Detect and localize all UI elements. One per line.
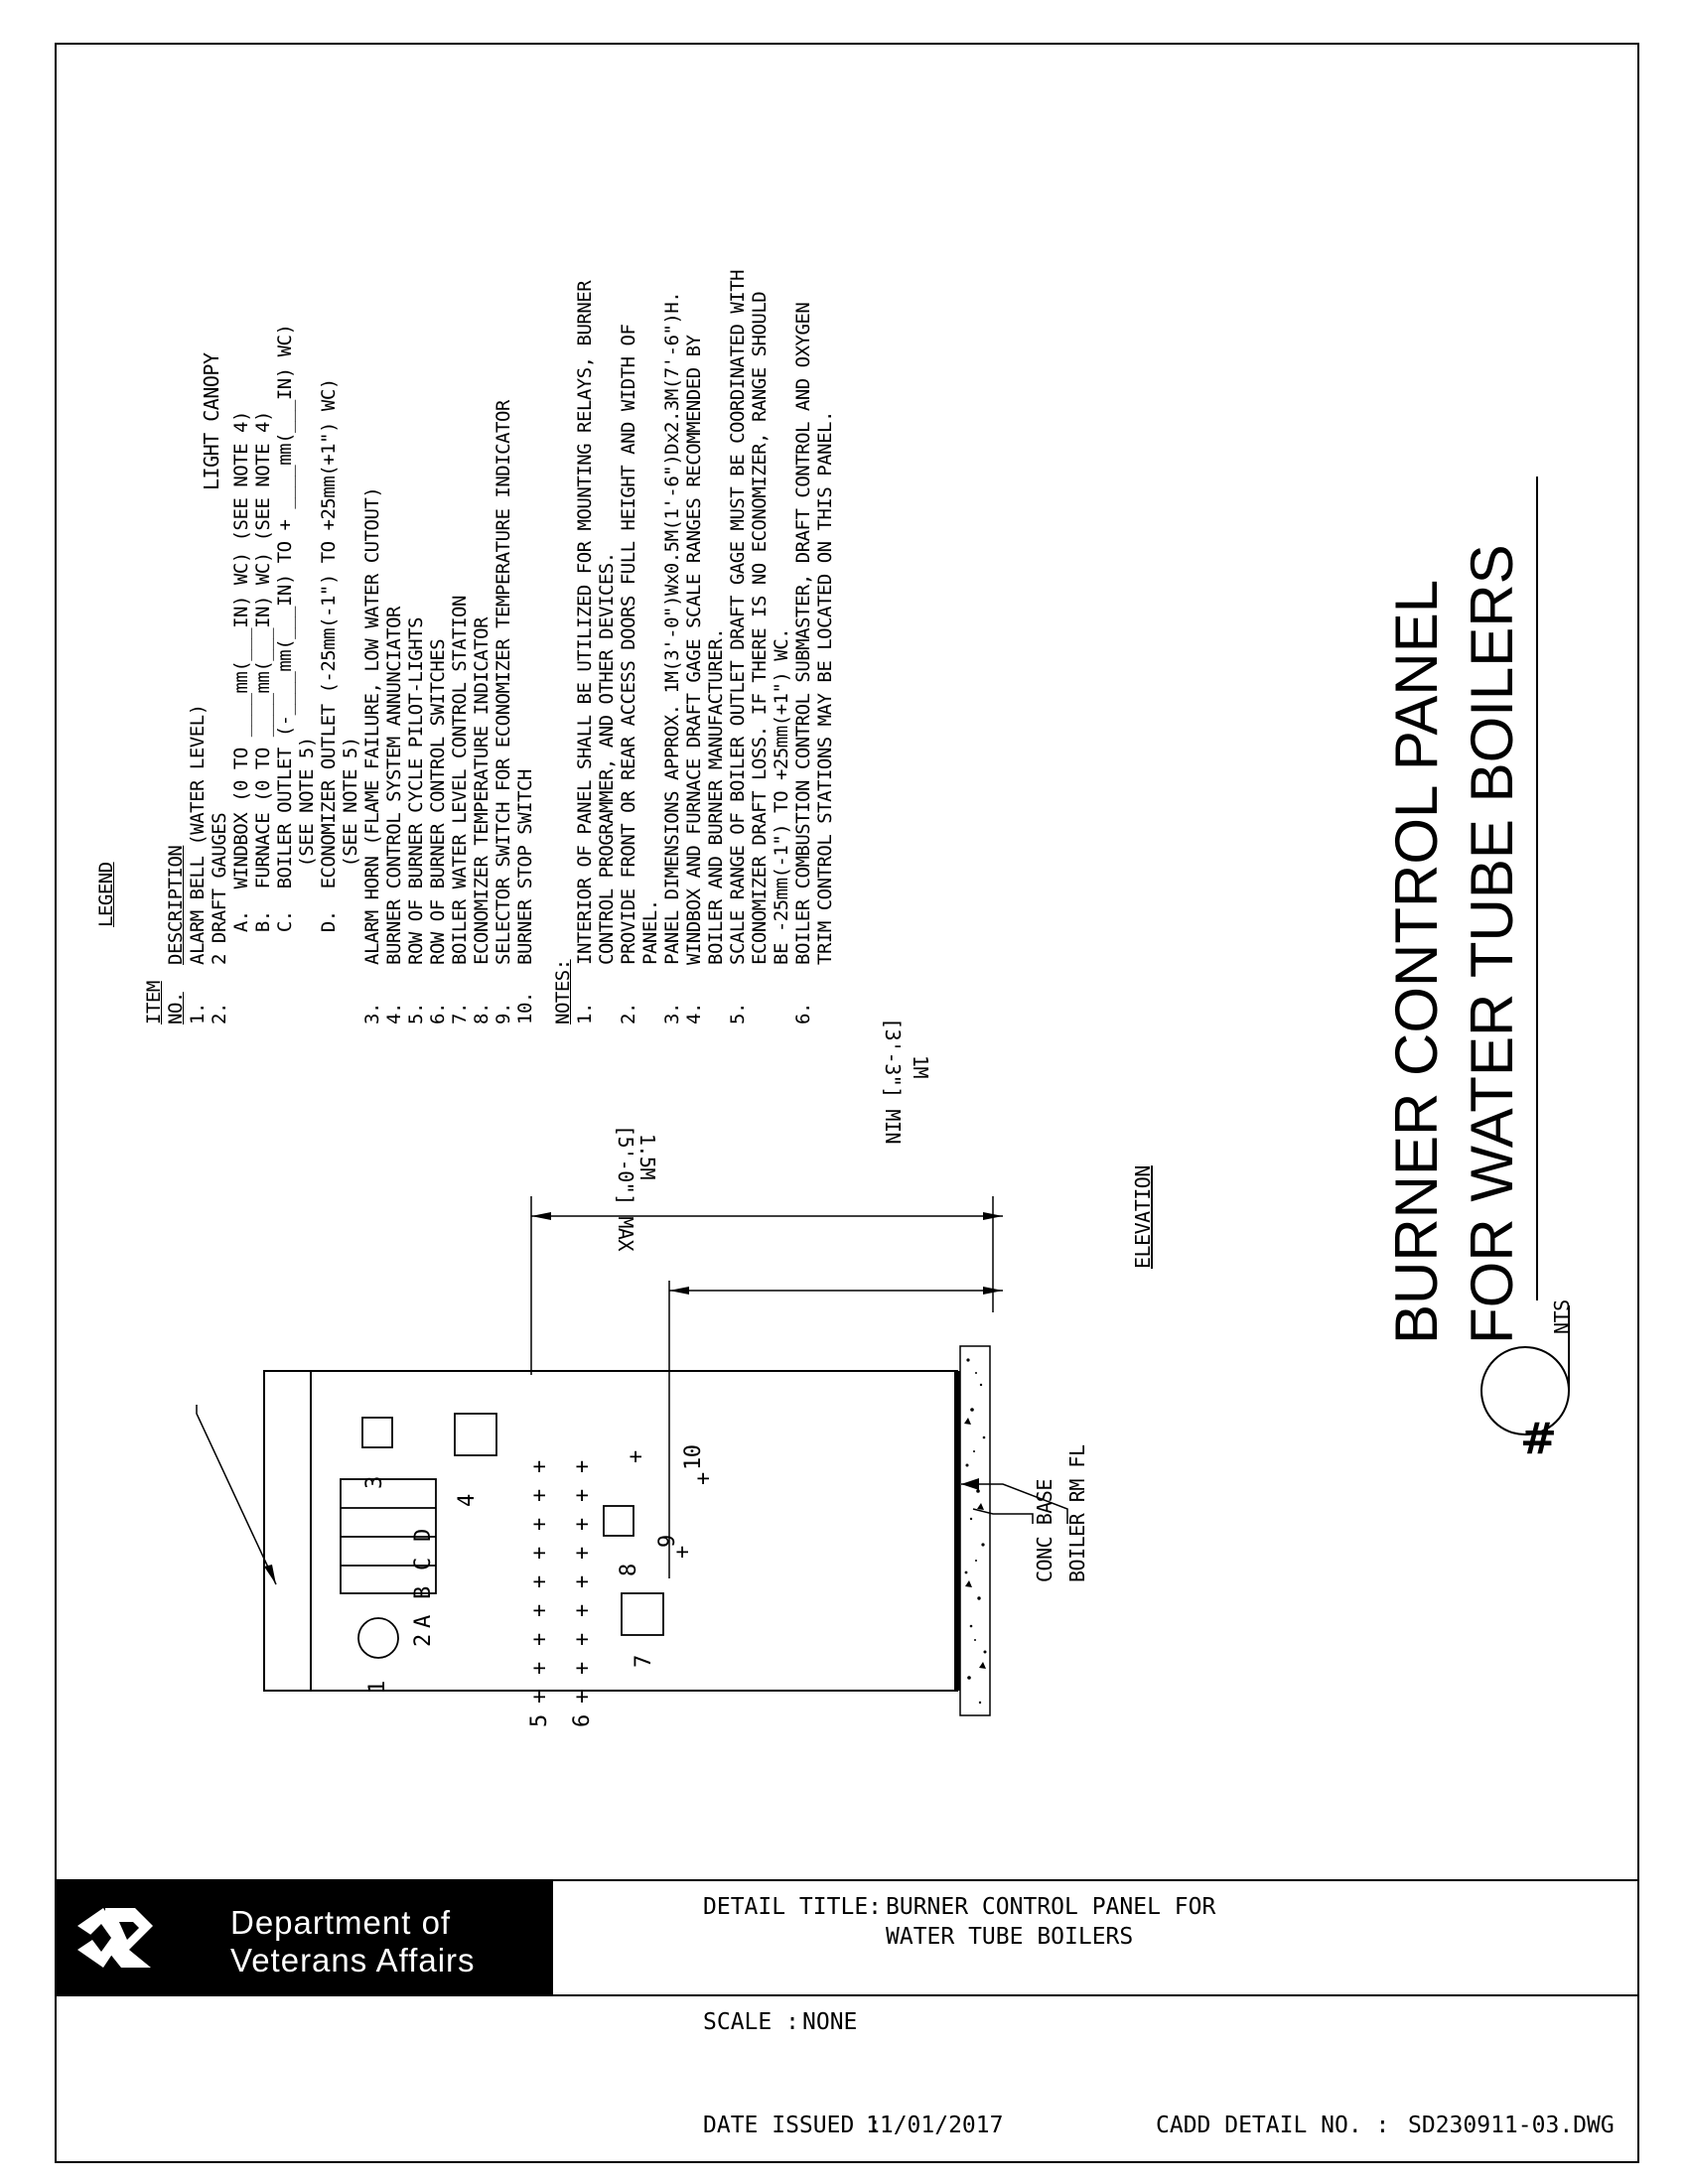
- note-text: BOILER AND BURNER MANUFACTURER.: [705, 627, 727, 965]
- note-text: SCALE RANGE OF BOILER OUTLET DRAFT GAGE MUST BE COORDINATED WITH: [727, 269, 749, 965]
- legend-text: ROW OF BURNER CYCLE PILOT-LIGHTS: [405, 616, 427, 965]
- legend-number: 6.: [427, 1003, 449, 1024]
- stop-switch-mark-8: +: [624, 1450, 648, 1463]
- cadd-label: CADD DETAIL NO. :: [1156, 2113, 1390, 2138]
- note-number: 3.: [661, 1003, 683, 1024]
- panel-item-3: 3: [362, 1476, 387, 1489]
- legend-text: 2 DRAFT GAUGES: [209, 812, 230, 965]
- switch-mark: +: [527, 1489, 552, 1502]
- legend-text: (SEE NOTE 5): [340, 737, 361, 965]
- cadd-value: SD230911-03.DWG: [1408, 2113, 1615, 2138]
- legend-text: BOILER WATER LEVEL CONTROL STATION: [449, 596, 471, 965]
- notes-title: NOTES:: [552, 959, 574, 1024]
- note-number: 6.: [792, 1003, 814, 1024]
- legend-text: D. ECONOMIZER OUTLET (-25mm(-1") TO +25mm(+1") WC): [318, 378, 340, 965]
- legend-number: 3.: [361, 1003, 383, 1024]
- switch-mark: +: [527, 1691, 552, 1704]
- legend-text: B. FURNACE (0 TO ____mm(___IN) WC) (SEE NOTE 4): [252, 411, 274, 965]
- legend-text: BURNER STOP SWITCH: [514, 769, 536, 965]
- gauge-letter-b: B: [411, 1586, 436, 1599]
- conc-base-label: CONC BASE: [1033, 1479, 1056, 1582]
- gauge-letter-c: C: [411, 1558, 436, 1570]
- legend-title: LEGEND: [95, 862, 117, 927]
- switch-mark: +: [527, 1547, 552, 1560]
- switch-mark: +: [570, 1575, 595, 1588]
- note-text: INTERIOR OF PANEL SHALL BE UTILIZED FOR MOUNTING RELAYS, BURNER: [574, 280, 596, 965]
- org-line1: Department of: [230, 1904, 452, 1941]
- switch-mark: +: [527, 1460, 552, 1473]
- legend-text: ALARM BELL (WATER LEVEL): [187, 704, 209, 965]
- description-header: DESCRIPTION: [165, 845, 187, 965]
- switch-mark: +: [570, 1633, 595, 1646]
- org-line2: Veterans Affairs: [230, 1942, 476, 1979]
- note-text: CONTROL PROGRAMMER, AND OTHER DEVICES.: [596, 552, 618, 965]
- legend-number: 10.: [514, 992, 536, 1024]
- item-header-2: NO.: [165, 992, 187, 1024]
- panel-item-4: 4: [455, 1494, 480, 1507]
- elevation-label: ELEVATION: [1131, 1165, 1155, 1269]
- legend-text: ALARM HORN (FLAME FAILURE, LOW WATER CUTOUT): [361, 486, 383, 965]
- dim-max-metric: 1.5M: [635, 1133, 659, 1179]
- legend-text: (SEE NOTE 5): [296, 737, 318, 965]
- note-number: 1.: [574, 1003, 596, 1024]
- gauge-letter-a: A: [411, 1615, 436, 1628]
- date-value: 11/01/2017: [866, 2113, 1004, 2138]
- note-text: BOILER COMBUSTION CONTROL SUBMASTER, DRAFT CONTROL AND OXYGEN: [792, 302, 814, 965]
- switch-mark: +: [570, 1547, 595, 1560]
- note-number: 2.: [618, 1003, 639, 1024]
- switch-mark: +: [527, 1662, 552, 1675]
- note-text: TRIM CONTROL STATIONS MAY BE LOCATED ON THIS PANEL.: [814, 411, 836, 965]
- rotated-content: [56, 44, 1638, 1880]
- switch-mark: +: [527, 1518, 552, 1531]
- note-text: BE -25mm(-1") TO +25mm(+1") WC.: [771, 627, 792, 965]
- selector-switch-mark: +: [670, 1546, 695, 1559]
- switch-mark: +: [570, 1489, 595, 1502]
- legend-number: 7.: [449, 1003, 471, 1024]
- legend-text: ROW OF BURNER CONTROL SWITCHES: [427, 638, 449, 965]
- note-text: PROVIDE FRONT OR REAR ACCESS DOORS FULL HEIGHT AND WIDTH OF: [618, 324, 639, 965]
- scale-value: NONE: [802, 2009, 858, 2035]
- note-text: PANEL.: [639, 899, 661, 965]
- note-number: 4.: [683, 1003, 705, 1024]
- panel-item-9: 9: [655, 1535, 680, 1548]
- nts-label: NTS: [1550, 1299, 1574, 1334]
- burner-stop-mark: +: [691, 1472, 716, 1485]
- legend-text: SELECTOR SWITCH FOR ECONOMIZER TEMPERATURE INDICATOR: [492, 400, 514, 965]
- switch-mark: +: [527, 1604, 552, 1617]
- detail-title-label: DETAIL TITLE:: [703, 1894, 883, 1920]
- big-title-line2: FOR WATER TUBE BOILERS: [1459, 544, 1525, 1344]
- date-label: DATE ISSUED :: [703, 2113, 883, 2138]
- switch-mark: +: [527, 1633, 552, 1646]
- switch-mark: +: [570, 1691, 595, 1704]
- dim-max-imperial: [5'-0"] MAX: [614, 1125, 637, 1251]
- gauge-letter-d: D: [411, 1529, 436, 1542]
- panel-item-8: 8: [617, 1564, 641, 1576]
- legend-number: 8.: [471, 1003, 492, 1024]
- legend-number: 1.: [187, 1003, 209, 1024]
- panel-item-2: 2: [411, 1634, 436, 1647]
- scale-label: SCALE :: [703, 2009, 799, 2035]
- switch-mark: +: [570, 1604, 595, 1617]
- drawing-area: [56, 44, 1638, 1880]
- panel-item-6: 6: [570, 1714, 595, 1727]
- panel-item-5: 5: [527, 1714, 552, 1727]
- item-header-1: ITEM: [143, 981, 165, 1024]
- legend-text: ECONOMIZER TEMPERATURE INDICATOR: [471, 616, 492, 965]
- switch-mark: +: [570, 1460, 595, 1473]
- panel-item-7: 7: [632, 1655, 656, 1668]
- light-canopy-label: LIGHT CANOPY: [200, 352, 223, 490]
- panel-item-10: 10: [681, 1444, 706, 1470]
- detail-symbol: #: [1520, 1414, 1557, 1464]
- legend-text: BURNER CONTROL SYSTEM ANNUNCIATOR: [383, 607, 405, 965]
- boiler-rm-fl-label: BOILER RM FL: [1065, 1444, 1089, 1582]
- legend-number: 2.: [209, 1003, 230, 1024]
- legend-number: 5.: [405, 1003, 427, 1024]
- note-number: 5.: [727, 1003, 749, 1024]
- legend-number: 9.: [492, 1003, 514, 1024]
- switch-mark: +: [570, 1662, 595, 1675]
- detail-title-line1: BURNER CONTROL PANEL FOR: [886, 1894, 1216, 1920]
- big-title-line1: BURNER CONTROL PANEL: [1383, 579, 1450, 1344]
- note-text: WINDBOX AND FURNACE DRAFT GAGE SCALE RANGES RECOMMENDED BY: [683, 335, 705, 965]
- detail-title-line2: WATER TUBE BOILERS: [886, 1924, 1134, 1950]
- switch-mark: +: [527, 1575, 552, 1588]
- note-text: ECONOMIZER DRAFT LOSS. IF THERE IS NO ECONOMIZER, RANGE SHOULD: [749, 291, 771, 965]
- legend-text: C. BOILER OUTLET (-____mm(___IN) TO + ____mm(___IN) WC): [274, 324, 296, 965]
- legend-number: 4.: [383, 1003, 405, 1024]
- switch-mark: +: [570, 1518, 595, 1531]
- legend-text: A. WINDBOX (0 TO ____mm(___IN) WC) (SEE NOTE 4): [230, 411, 252, 965]
- dim-min-metric: 1M: [909, 1054, 932, 1078]
- note-text: PANEL DIMENSIONS APPROX. 1M(3'-0")Wx0.5M(1'-6")Dx2.3M(7'-6")H.: [661, 291, 683, 965]
- dim-min-imperial: [3'-3"] MIN: [881, 1018, 905, 1144]
- panel-item-1: 1: [365, 1681, 390, 1694]
